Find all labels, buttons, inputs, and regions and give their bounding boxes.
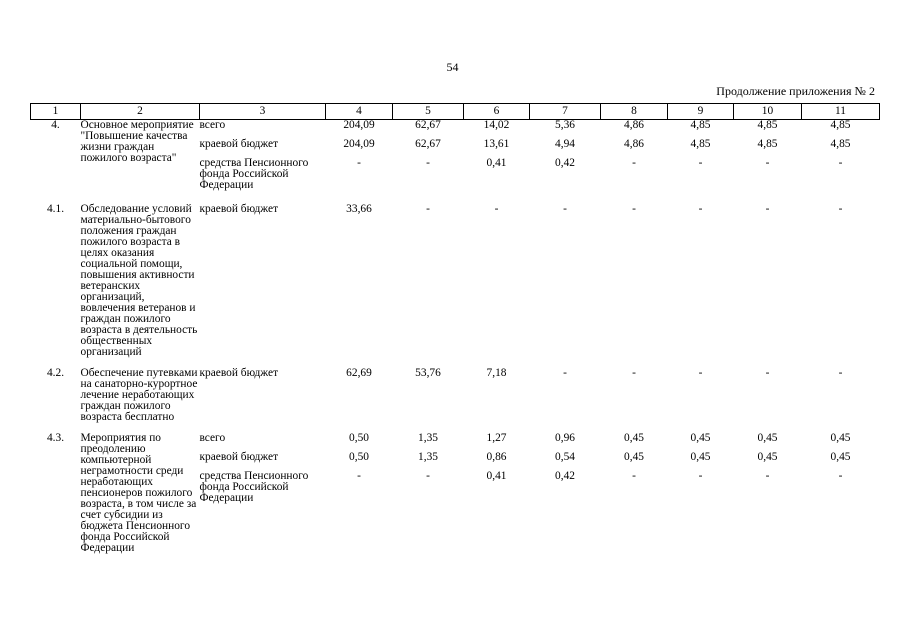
row-number: 4.2. xyxy=(46,367,65,379)
activity-name: Обеспечение путевками на санаторно-курортное лечение неработающих граждан пожилого возраста бесплатно xyxy=(80,367,198,423)
col-header-5: 5 xyxy=(393,104,464,120)
amount-value: 7,18 xyxy=(486,367,507,379)
amount-value: - xyxy=(838,470,843,482)
value-cell-col-10 xyxy=(734,204,802,368)
value-cell-col-11 xyxy=(802,120,880,205)
col-header-6: 6 xyxy=(464,104,530,120)
col-header-7: 7 xyxy=(530,104,601,120)
amount-value: 0,50 xyxy=(349,432,369,444)
amount-value: - xyxy=(632,367,636,379)
value-cell-col-5 xyxy=(393,204,464,368)
funding-sources xyxy=(200,204,326,368)
value-cell-col-10 xyxy=(734,368,802,433)
amount-value: 4,86 xyxy=(624,119,644,131)
amount-value: 4,85 xyxy=(690,119,711,131)
activity-name: Мероприятия по преодолению компьютерной неграмотности среди неработающих пенсионеров пожилого возраста, в том числе за счет субсидии из бюджета Пенсионного фонда Российской Федерации xyxy=(80,432,197,554)
value-cell-col-7 xyxy=(530,368,601,433)
amount-value: - xyxy=(838,367,843,379)
amount-value: - xyxy=(357,470,361,482)
value-cell-col-6 xyxy=(464,368,530,433)
value-cell-col-10 xyxy=(734,433,802,554)
value-cell-col-11 xyxy=(802,204,880,368)
activity-name: Основное мероприятие "Повышение качества жизни граждан пожилого возраста" xyxy=(80,119,194,164)
col-header-3: 3 xyxy=(200,104,326,120)
funding-sources xyxy=(200,433,326,554)
amount-value: 62,69 xyxy=(346,367,372,379)
amount-value: 0,45 xyxy=(830,451,851,463)
value-cell-col-5 xyxy=(393,433,464,554)
amount-value: 4,85 xyxy=(757,138,778,150)
amount-value: - xyxy=(698,157,703,169)
table-row xyxy=(31,433,880,554)
appendix-caption: Продолжение приложения № 2 xyxy=(716,84,875,98)
amount-value: 0,54 xyxy=(555,451,575,463)
amount-value: 1,27 xyxy=(486,432,507,444)
amount-value: - xyxy=(765,367,770,379)
col-header-8: 8 xyxy=(601,104,668,120)
amount-value: 53,76 xyxy=(415,367,441,379)
amount-value: - xyxy=(426,203,430,215)
value-cell-col-9 xyxy=(668,204,734,368)
page-number: 54 xyxy=(446,60,459,74)
funding-source-label: средства Пенсионного фонда Российской Федерации xyxy=(199,470,309,504)
amount-value: 204,09 xyxy=(343,119,375,131)
funding-source-label: всего xyxy=(199,432,226,444)
amount-value: - xyxy=(426,157,430,169)
amount-value: - xyxy=(632,470,636,482)
amount-value: - xyxy=(838,157,843,169)
amount-value: 13,61 xyxy=(483,138,510,150)
amount-value: 62,67 xyxy=(415,119,441,131)
value-cell-col-7 xyxy=(530,204,601,368)
col-header-1: 1 xyxy=(31,104,81,120)
amount-value: - xyxy=(765,470,770,482)
col-header-10: 10 xyxy=(734,104,802,120)
row-number: 4.1. xyxy=(46,203,65,215)
amount-value: 4,85 xyxy=(757,119,778,131)
amount-value: 0,42 xyxy=(555,470,575,482)
amount-value: - xyxy=(632,157,636,169)
activity-name: Обследование условий материально-бытового положения граждан пожилого возраста в целях оказания социальной помощи, повышения активности ветеранских организаций, вовлечения ветеранов и граждан пожилого возраста в деятельность общественных организаций xyxy=(80,203,198,358)
value-cell-col-4 xyxy=(326,204,393,368)
value-cell-col-10 xyxy=(734,120,802,205)
funding-source-label: краевой бюджет xyxy=(199,451,279,463)
row-number: 4. xyxy=(51,119,60,131)
amount-value: 4,85 xyxy=(830,138,851,150)
funding-source-label: средства Пенсионного фонда Российской Федерации xyxy=(199,157,309,191)
col-header-11: 11 xyxy=(802,104,880,120)
amount-value: 4,85 xyxy=(690,138,711,150)
amount-value: 0,41 xyxy=(486,157,507,169)
amount-value: - xyxy=(426,470,430,482)
amount-value: 0,96 xyxy=(555,432,575,444)
amount-value: - xyxy=(632,203,636,215)
value-cell-col-11 xyxy=(802,368,880,433)
funding-sources xyxy=(200,120,326,205)
amount-value: - xyxy=(563,203,567,215)
amount-value: 0,45 xyxy=(690,451,711,463)
amount-value: 1,35 xyxy=(418,451,438,463)
amount-value: 0,86 xyxy=(486,451,507,463)
table-row xyxy=(31,368,880,433)
funding-sources xyxy=(200,368,326,433)
value-cell-col-11 xyxy=(802,433,880,554)
funding-source-label: краевой бюджет xyxy=(199,367,279,379)
amount-value: 33,66 xyxy=(346,203,372,215)
value-cell-col-5 xyxy=(393,368,464,433)
amount-value: - xyxy=(357,157,361,169)
amount-value: 1,35 xyxy=(418,432,438,444)
table-row xyxy=(31,204,880,368)
col-header-2: 2 xyxy=(81,104,200,120)
value-cell-col-4 xyxy=(326,433,393,554)
amount-value: - xyxy=(698,203,703,215)
col-header-4: 4 xyxy=(326,104,393,120)
value-cell-col-6 xyxy=(464,120,530,205)
value-cell-col-8 xyxy=(601,368,668,433)
value-cell-col-7 xyxy=(530,120,601,205)
value-cell-col-4 xyxy=(326,368,393,433)
value-cell-col-8 xyxy=(601,120,668,205)
amount-value: 0,45 xyxy=(624,432,644,444)
table-row xyxy=(31,120,880,205)
amount-value: 4,85 xyxy=(830,119,851,131)
amount-value: - xyxy=(765,157,770,169)
value-cell-col-8 xyxy=(601,204,668,368)
value-cell-col-8 xyxy=(601,433,668,554)
amount-value: 5,36 xyxy=(555,119,575,131)
amount-value: - xyxy=(698,367,703,379)
funding-source-label: всего xyxy=(199,119,226,131)
budget-table xyxy=(30,103,880,554)
funding-source-label: краевой бюджет xyxy=(199,203,279,215)
value-cell-col-9 xyxy=(668,368,734,433)
amount-value: 0,45 xyxy=(830,432,851,444)
value-cell-col-9 xyxy=(668,120,734,205)
amount-value: 0,41 xyxy=(486,470,507,482)
row-number: 4.3. xyxy=(46,432,65,444)
amount-value: 204,09 xyxy=(343,138,375,150)
value-cell-col-7 xyxy=(530,433,601,554)
value-cell-col-6 xyxy=(464,204,530,368)
funding-source-label: краевой бюджет xyxy=(199,138,279,150)
value-cell-col-5 xyxy=(393,120,464,205)
value-cell-col-4 xyxy=(326,120,393,205)
amount-value: - xyxy=(698,470,703,482)
value-cell-col-6 xyxy=(464,433,530,554)
table-body xyxy=(31,120,880,555)
amount-value: - xyxy=(838,203,843,215)
amount-value: - xyxy=(494,203,499,215)
amount-value: 0,42 xyxy=(555,157,575,169)
amount-value: 4,94 xyxy=(555,138,575,150)
amount-value: 0,45 xyxy=(624,451,644,463)
col-header-9: 9 xyxy=(668,104,734,120)
header-row xyxy=(31,104,880,120)
amount-value: - xyxy=(563,367,567,379)
amount-value: 14,02 xyxy=(483,119,510,131)
amount-value: 0,50 xyxy=(349,451,369,463)
amount-value: 0,45 xyxy=(757,432,778,444)
value-cell-col-9 xyxy=(668,433,734,554)
amount-value: 62,67 xyxy=(415,138,441,150)
amount-value: 0,45 xyxy=(757,451,778,463)
amount-value: - xyxy=(765,203,770,215)
amount-value: 4,86 xyxy=(624,138,644,150)
amount-value: 0,45 xyxy=(690,432,711,444)
